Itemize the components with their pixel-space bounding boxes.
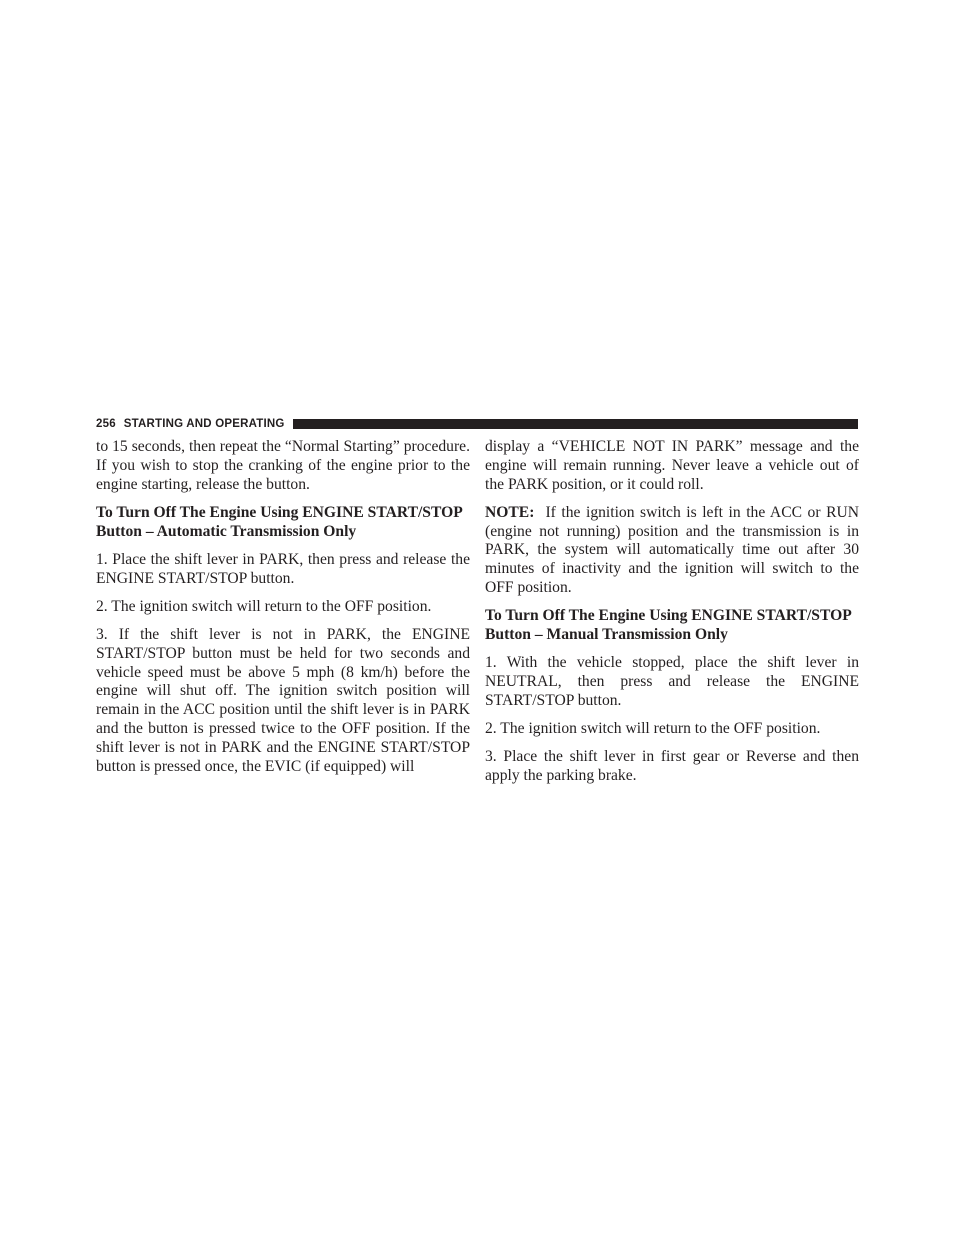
- step-item: 2. The ignition switch will return to the OFF position.: [485, 719, 821, 737]
- note-text: If the ignition switch is left in the ACC or RUN (engine not running) position and the transmission is in PARK, the system will automatically time out after 30 minutes of inactivity and the ignition will switch to the OFF position.: [485, 503, 859, 596]
- step-item: 2. The ignition switch will return to the OFF position.: [96, 597, 432, 615]
- step-item: 3. If the shift lever is not in PARK, the ENGINE START/STOP button must be held for two seconds and vehicle speed must be above 5 mph (8 km/h) before the engine will shut off. The ignition switch position will remain in the ACC position until the shift lever is in PARK and the button is pressed twice to the OFF position. If the shift lever is not in PARK and the ENGINE START/STOP button is pressed once, the EVIC (if equipped) will: [96, 625, 470, 775]
- section-title: STARTING AND OPERATING: [123, 418, 285, 430]
- continued-paragraph: to 15 seconds, then repeat the “Normal Starting” procedure. If you wish to stop the cranking of the engine prior to the engine starting, release the button.: [96, 438, 470, 493]
- left-column: [96, 438, 470, 786]
- note-label: NOTE:: [485, 503, 535, 521]
- right-column: [485, 438, 859, 795]
- page-number: 256: [96, 418, 116, 430]
- section-heading-manual: To Turn Off The Engine Using ENGINE START/STOP Button – Manual Transmission Only: [485, 607, 851, 643]
- step-item: 1. Place the shift lever in PARK, then press and release the ENGINE START/STOP button.: [96, 550, 470, 587]
- section-heading-automatic: To Turn Off The Engine Using ENGINE START/STOP Button – Automatic Transmission Only: [96, 503, 462, 540]
- page-header: [96, 416, 858, 432]
- note-paragraph: [485, 504, 859, 598]
- step-item: 3. Place the shift lever in first gear or Reverse and then apply the parking brake.: [485, 748, 859, 784]
- step-item: 1. With the vehicle stopped, place the shift lever in NEUTRAL, then press and release the ENGINE START/STOP button.: [485, 654, 859, 709]
- header-rule: [293, 419, 858, 429]
- continued-paragraph: display a “VEHICLE NOT IN PARK” message and the engine will remain running. Never leave a vehicle out of the PARK position, or it could roll.: [485, 438, 859, 493]
